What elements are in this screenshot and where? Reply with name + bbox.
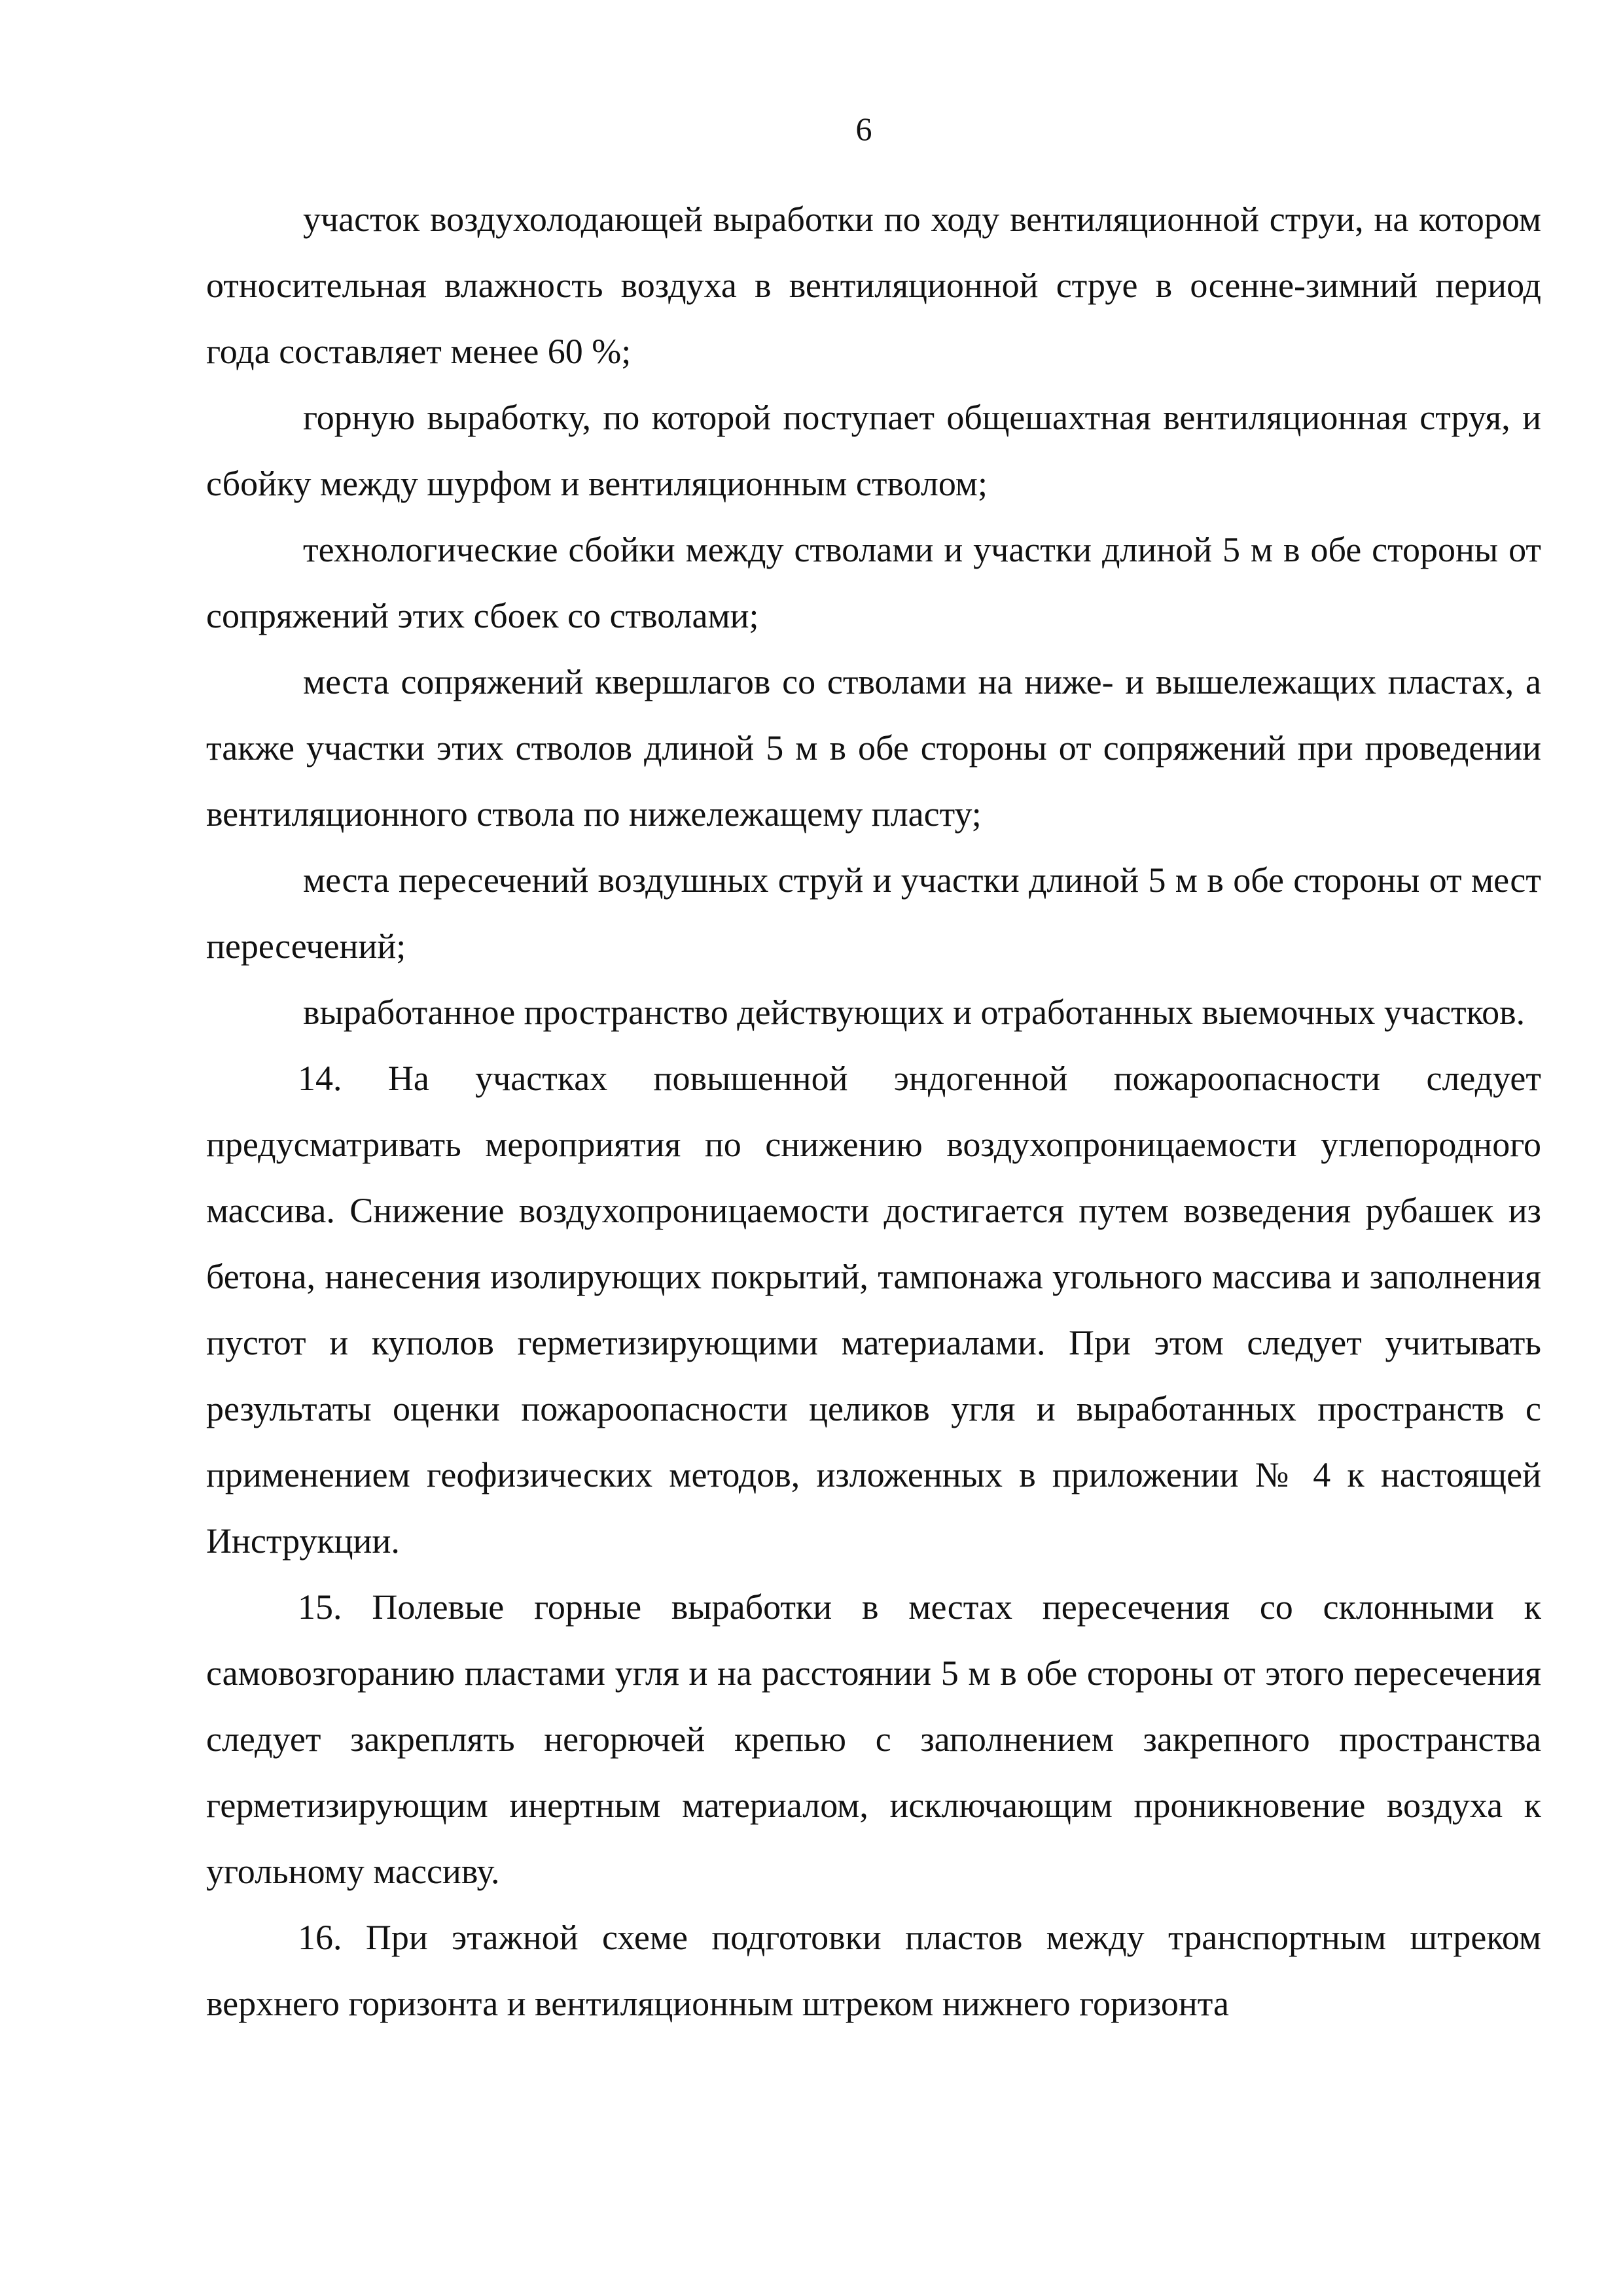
- paragraph-mine-working: горную выработку, по которой поступает общешахтная вентиляционная струя, и сбойку между шурфом и вентиляционным стволом;: [206, 398, 1541, 503]
- paragraph-crosscut-junctions: места сопряжений квершлагов со стволами на ниже- и вышележащих пластах, а также участки этих стволов длиной 5 м в обе стороны от сопряжений при проведении вентиляционного ствола по нижележащему пласту;: [206, 662, 1541, 834]
- paragraph-item-14: 14. На участках повышенной эндогенной пожароопасности следует предусматривать мероприятия по снижению воздухопроницаемости углепородного массива. Снижение воздухопроницаемости достигается путем возведения рубашек из бетона, нанесения изолирующих покрытий, тампонажа угольного массива и заполнения пустот и куполов герметизирующими материалами. При этом следует учитывать результаты оценки пожароопасности целиков угля и выработанных пространств с применением геофизических методов, изложенных в приложении № 4 к настоящей Инструкции.: [206, 1059, 1541, 1561]
- page-number: 6: [855, 111, 872, 147]
- paragraph-air-intersections: места пересечений воздушных струй и участки длиной 5 м в обе стороны от мест пересечений;: [206, 860, 1541, 966]
- paragraph-item-15: 15. Полевые горные выработки в местах пересечения со склонными к самовозгоранию пластами угля и на расстоянии 5 м в обе стороны от этого пересечения следует закреплять негорючей крепью с заполнением закрепного пространства герметизирующим инертным материалом, исключающим проникновение воздуха к угольному массиву.: [206, 1587, 1541, 1891]
- paragraph-worked-space: выработанное пространство действующих и отработанных выемочных участков.: [303, 993, 1525, 1032]
- document-body: [206, 186, 1541, 2037]
- paragraph-humidity-section: участок воздухолодающей выработки по ходу вентиляционной струи, на котором относительная влажность воздуха в вентиляционной струе в осенне-зимний период года составляет менее 60 %;: [206, 200, 1541, 371]
- paragraph-technological-crosscuts: технологические сбойки между стволами и участки длиной 5 м в обе стороны от сопряжений этих сбоек со стволами;: [206, 530, 1541, 635]
- paragraph-item-16: 16. При этажной схеме подготовки пластов между транспортным штреком верхнего горизонта и вентиляционным штреком нижнего горизонта: [206, 1918, 1541, 2023]
